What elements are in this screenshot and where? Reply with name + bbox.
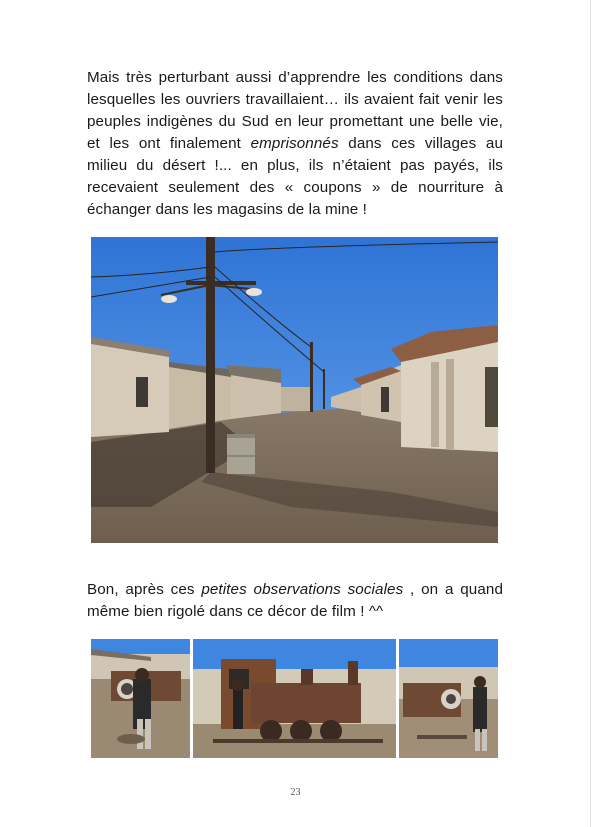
street-photo	[91, 237, 498, 543]
body-paragraph-1	[87, 67, 503, 221]
paragraph-text: , on a quand même bien rigolé dans ce décor de film ! ^^	[87, 581, 503, 620]
paragraph-text: dans ces villages au milieu du désert !... en plus, ils n’étaient pas payés, ils recevaient seulement des « coupons » de nourriture à échanger dans les magasins de la mine !	[87, 135, 503, 218]
cart-photo-right	[399, 639, 498, 758]
body-paragraph-2	[87, 579, 503, 623]
locomotive-photo-image	[193, 639, 396, 758]
locomotive-photo	[193, 639, 396, 758]
paragraph-text: Bon, après ces	[87, 581, 202, 598]
paragraph-text: Mais très perturbant aussi d’apprendre les conditions dans lesquelles les ouvriers travaillaient… ils avaient fait venir les peuples indigènes du Sud en leur promettant une belle vie, et les ont finalement	[87, 69, 503, 152]
cart-photo-left-image	[91, 639, 190, 758]
emphasis-text: petites observations sociales	[201, 581, 404, 598]
cart-photo-left	[91, 639, 190, 758]
street-photo-image	[91, 237, 498, 543]
cart-photo-right-image	[399, 639, 498, 758]
emphasis-text: emprisonnés	[250, 135, 339, 152]
page-number: 23	[290, 787, 301, 798]
